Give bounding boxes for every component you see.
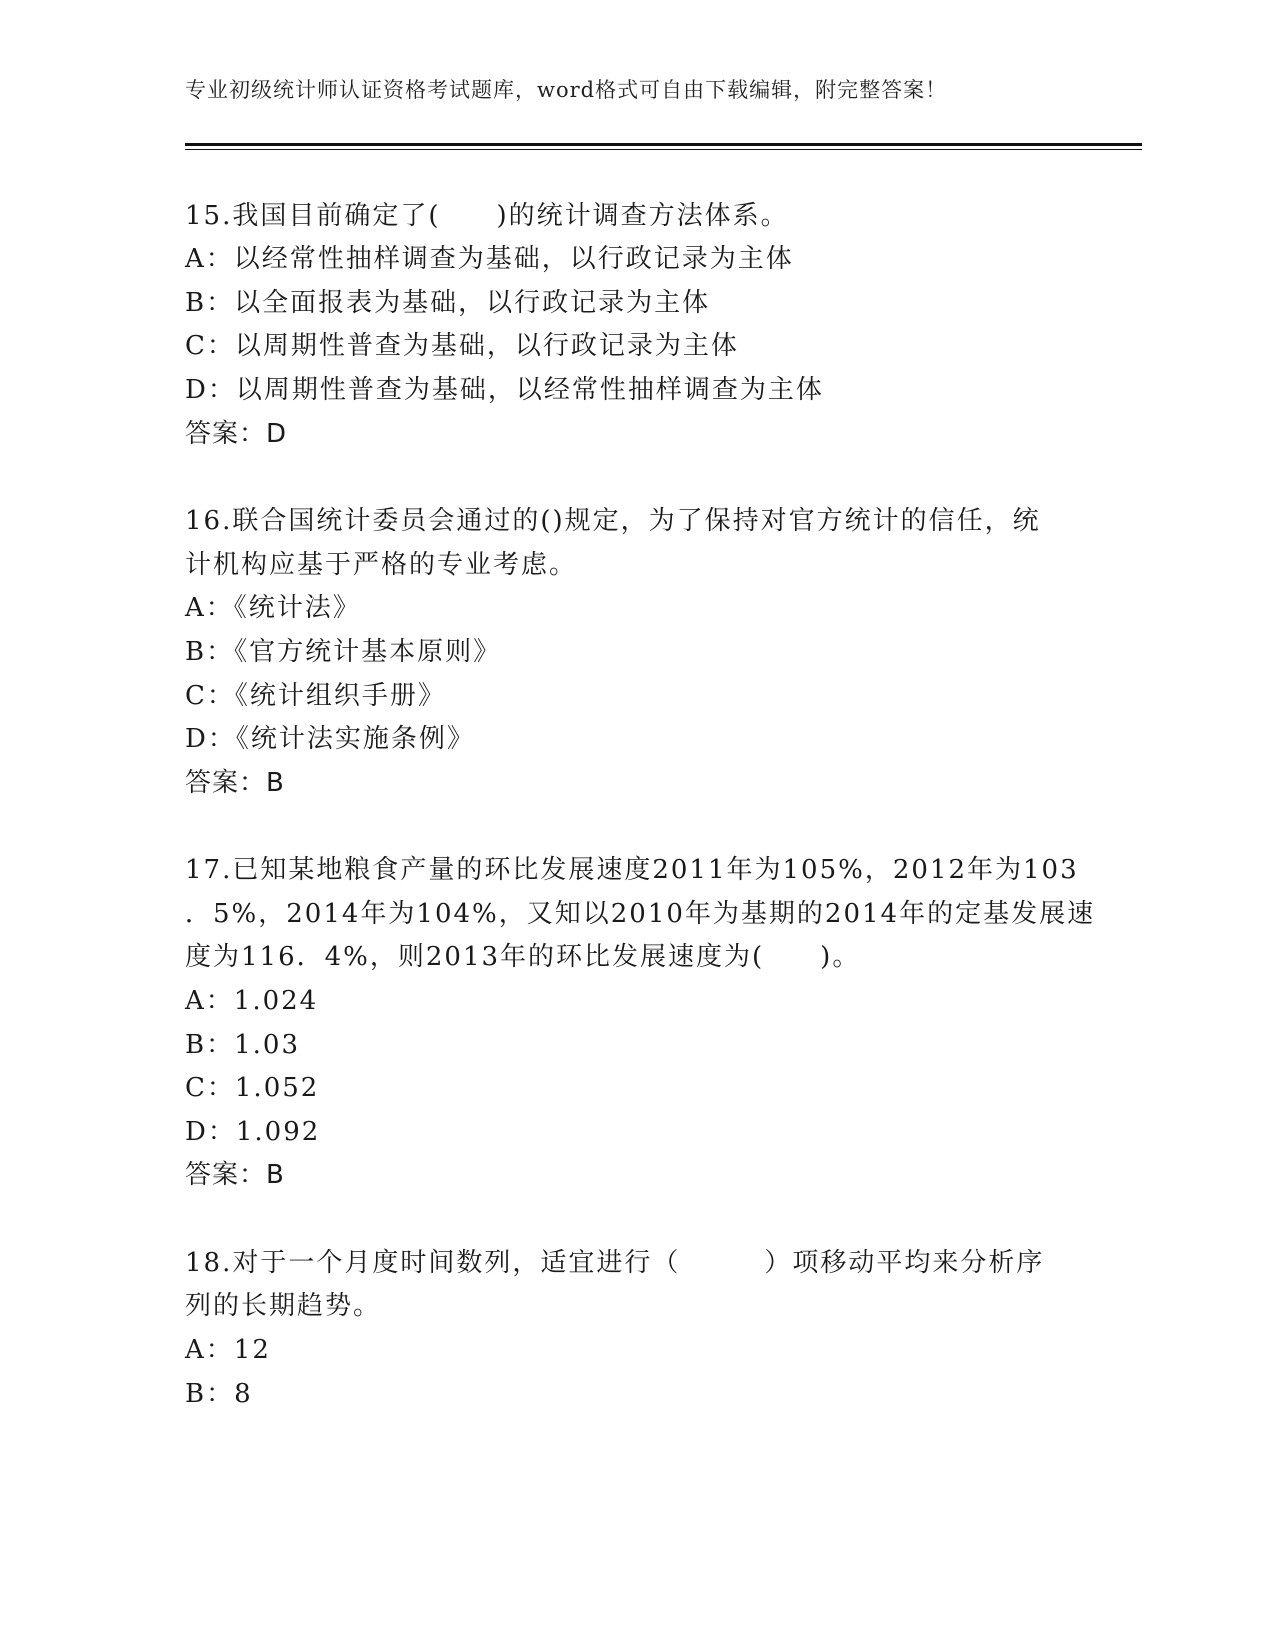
question-15-option-d: D：以周期性普查为基础，以经常性抽样调查为主体 <box>185 375 824 405</box>
question-15-option-a: A：以经常性抽样调查为基础，以行政记录为主体 <box>185 244 794 274</box>
question-15-stem-line-1: 15.我国目前确定了( )的统计调查方法体系。 <box>185 201 789 231</box>
question-18-stem-line-2: 列的长期趋势。 <box>185 1291 382 1321</box>
header-rule-thick <box>185 143 1142 146</box>
question-17-answer: 答案：B <box>185 1160 285 1190</box>
question-16-answer: 答案：B <box>185 768 285 798</box>
question-15-option-b: B：以全面报表为基础，以行政记录为主体 <box>185 288 711 318</box>
question-16-option-b: B：《官方统计基本原则》 <box>185 637 502 667</box>
question-17-option-d: D：1.092 <box>185 1117 321 1147</box>
question-16-option-d: D：《统计法实施条例》 <box>185 724 475 754</box>
question-17-stem-line-3: 度为116．4%，则2013年的环比发展速度为( )。 <box>185 942 861 972</box>
question-18-stem-line-1: 18.对于一个月度时间数列，适宜进行（ ）项移动平均来分析序 <box>185 1248 1045 1278</box>
page-header: 专业初级统计师认证资格考试题库，word格式可自由下载编辑，附完整答案！ <box>185 78 948 102</box>
question-16-stem-line-1: 16.联合国统计委员会通过的()规定，为了保持对官方统计的信任，统 <box>185 506 1041 536</box>
question-15-option-c: C：以周期性普查为基础，以行政记录为主体 <box>185 331 739 361</box>
question-17-stem-line-2: ．5%，2014年为104%，又知以2010年为基期的2014年的定基发展速 <box>185 899 1096 929</box>
question-18-option-a: A：12 <box>185 1335 271 1365</box>
question-17-option-c: C：1.052 <box>185 1073 320 1103</box>
question-16-option-a: A：《统计法》 <box>185 593 361 623</box>
question-15-answer: 答案：D <box>185 419 288 449</box>
header-rule-thin <box>185 149 1142 150</box>
question-17-option-b: B：1.03 <box>185 1030 300 1060</box>
question-17-stem-line-1: 17.已知某地粮食产量的环比发展速度2011年为105%，2012年为103 <box>185 855 1079 885</box>
question-17-option-a: A：1.024 <box>185 986 319 1016</box>
question-18-option-b: B：8 <box>185 1379 253 1409</box>
question-16-option-c: C：《统计组织手册》 <box>185 681 446 711</box>
question-16-stem-line-2: 计机构应基于严格的专业考虑。 <box>185 550 578 580</box>
